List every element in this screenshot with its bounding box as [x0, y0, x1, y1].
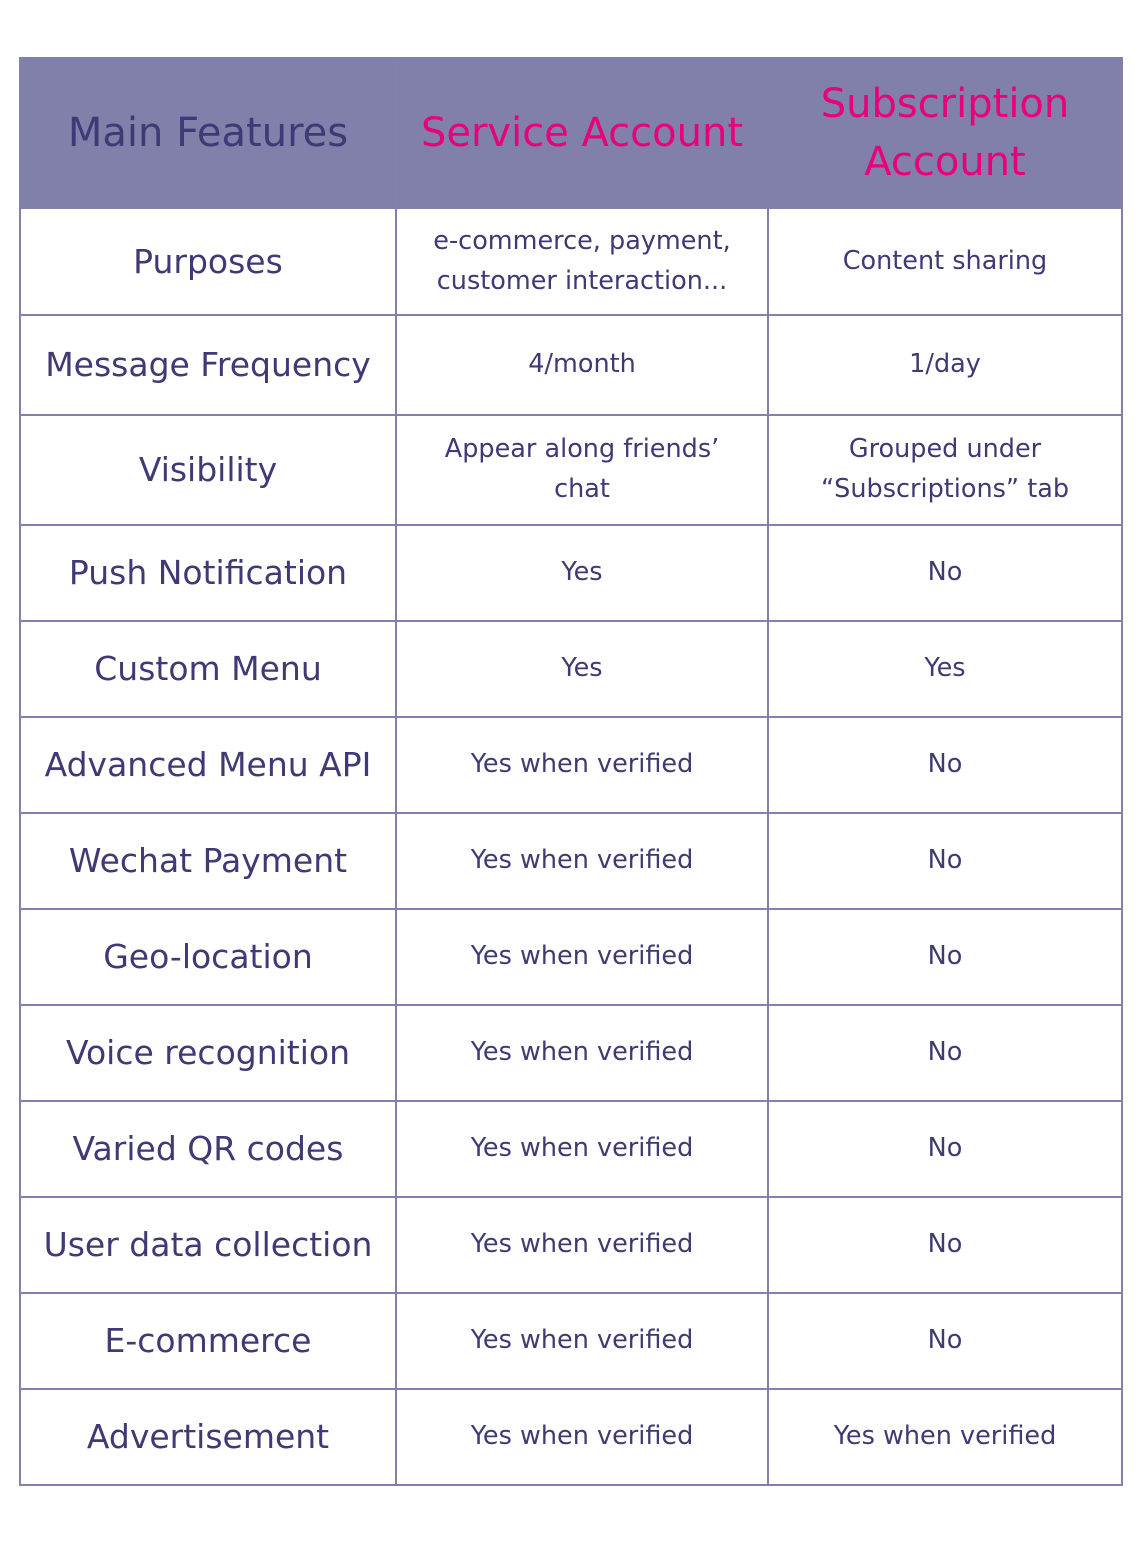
service-account-cell: Yes — [396, 525, 768, 621]
service-account-cell: Yes — [396, 621, 768, 717]
header-subscription-account: Subscription Account — [768, 58, 1122, 208]
table-row — [20, 909, 1122, 1005]
subscription-account-cell: Yes when verified — [768, 1389, 1122, 1485]
feature-cell: Geo-location — [20, 909, 396, 1005]
service-account-cell: Yes when verified — [396, 813, 768, 909]
feature-cell: Purposes — [20, 208, 396, 315]
table-row — [20, 208, 1122, 315]
feature-cell: Wechat Payment — [20, 813, 396, 909]
table-row — [20, 717, 1122, 813]
feature-cell: Advanced Menu API — [20, 717, 396, 813]
comparison-table — [19, 57, 1123, 1486]
subscription-account-cell: No — [768, 1101, 1122, 1197]
table-row — [20, 415, 1122, 525]
service-account-cell: e-commerce, payment, customer interaction... — [396, 208, 768, 315]
header-service-account: Service Account — [396, 58, 768, 208]
table-body — [20, 208, 1122, 1485]
subscription-account-cell: No — [768, 525, 1122, 621]
subscription-account-cell: No — [768, 1197, 1122, 1293]
service-account-cell: Yes when verified — [396, 909, 768, 1005]
service-account-cell: Yes when verified — [396, 1389, 768, 1485]
header-row — [20, 58, 1122, 208]
table-row — [20, 525, 1122, 621]
table-row — [20, 1197, 1122, 1293]
subscription-account-cell: No — [768, 717, 1122, 813]
service-account-cell: Appear along friends’ chat — [396, 415, 768, 525]
table-row — [20, 1101, 1122, 1197]
table-header — [20, 58, 1122, 208]
header-main-features: Main Features — [20, 58, 396, 208]
feature-cell: Message Frequency — [20, 315, 396, 415]
table-row — [20, 1293, 1122, 1389]
feature-cell: Custom Menu — [20, 621, 396, 717]
subscription-account-cell: 1/day — [768, 315, 1122, 415]
subscription-account-cell: No — [768, 909, 1122, 1005]
subscription-account-cell: No — [768, 813, 1122, 909]
service-account-cell: 4/month — [396, 315, 768, 415]
feature-cell: Push Notification — [20, 525, 396, 621]
service-account-cell: Yes when verified — [396, 717, 768, 813]
subscription-account-cell: Grouped under “Subscriptions” tab — [768, 415, 1122, 525]
service-account-cell: Yes when verified — [396, 1101, 768, 1197]
feature-cell: Voice recognition — [20, 1005, 396, 1101]
service-account-cell: Yes when verified — [396, 1005, 768, 1101]
table-row — [20, 1005, 1122, 1101]
subscription-account-cell: No — [768, 1005, 1122, 1101]
feature-cell: Advertisement — [20, 1389, 396, 1485]
feature-cell: Varied QR codes — [20, 1101, 396, 1197]
table-row — [20, 813, 1122, 909]
subscription-account-cell: No — [768, 1293, 1122, 1389]
feature-cell: Visibility — [20, 415, 396, 525]
subscription-account-cell: Yes — [768, 621, 1122, 717]
feature-cell: E-commerce — [20, 1293, 396, 1389]
service-account-cell: Yes when verified — [396, 1197, 768, 1293]
table-row — [20, 315, 1122, 415]
subscription-account-cell: Content sharing — [768, 208, 1122, 315]
service-account-cell: Yes when verified — [396, 1293, 768, 1389]
table-row — [20, 1389, 1122, 1485]
feature-cell: User data collection — [20, 1197, 396, 1293]
table-row — [20, 621, 1122, 717]
